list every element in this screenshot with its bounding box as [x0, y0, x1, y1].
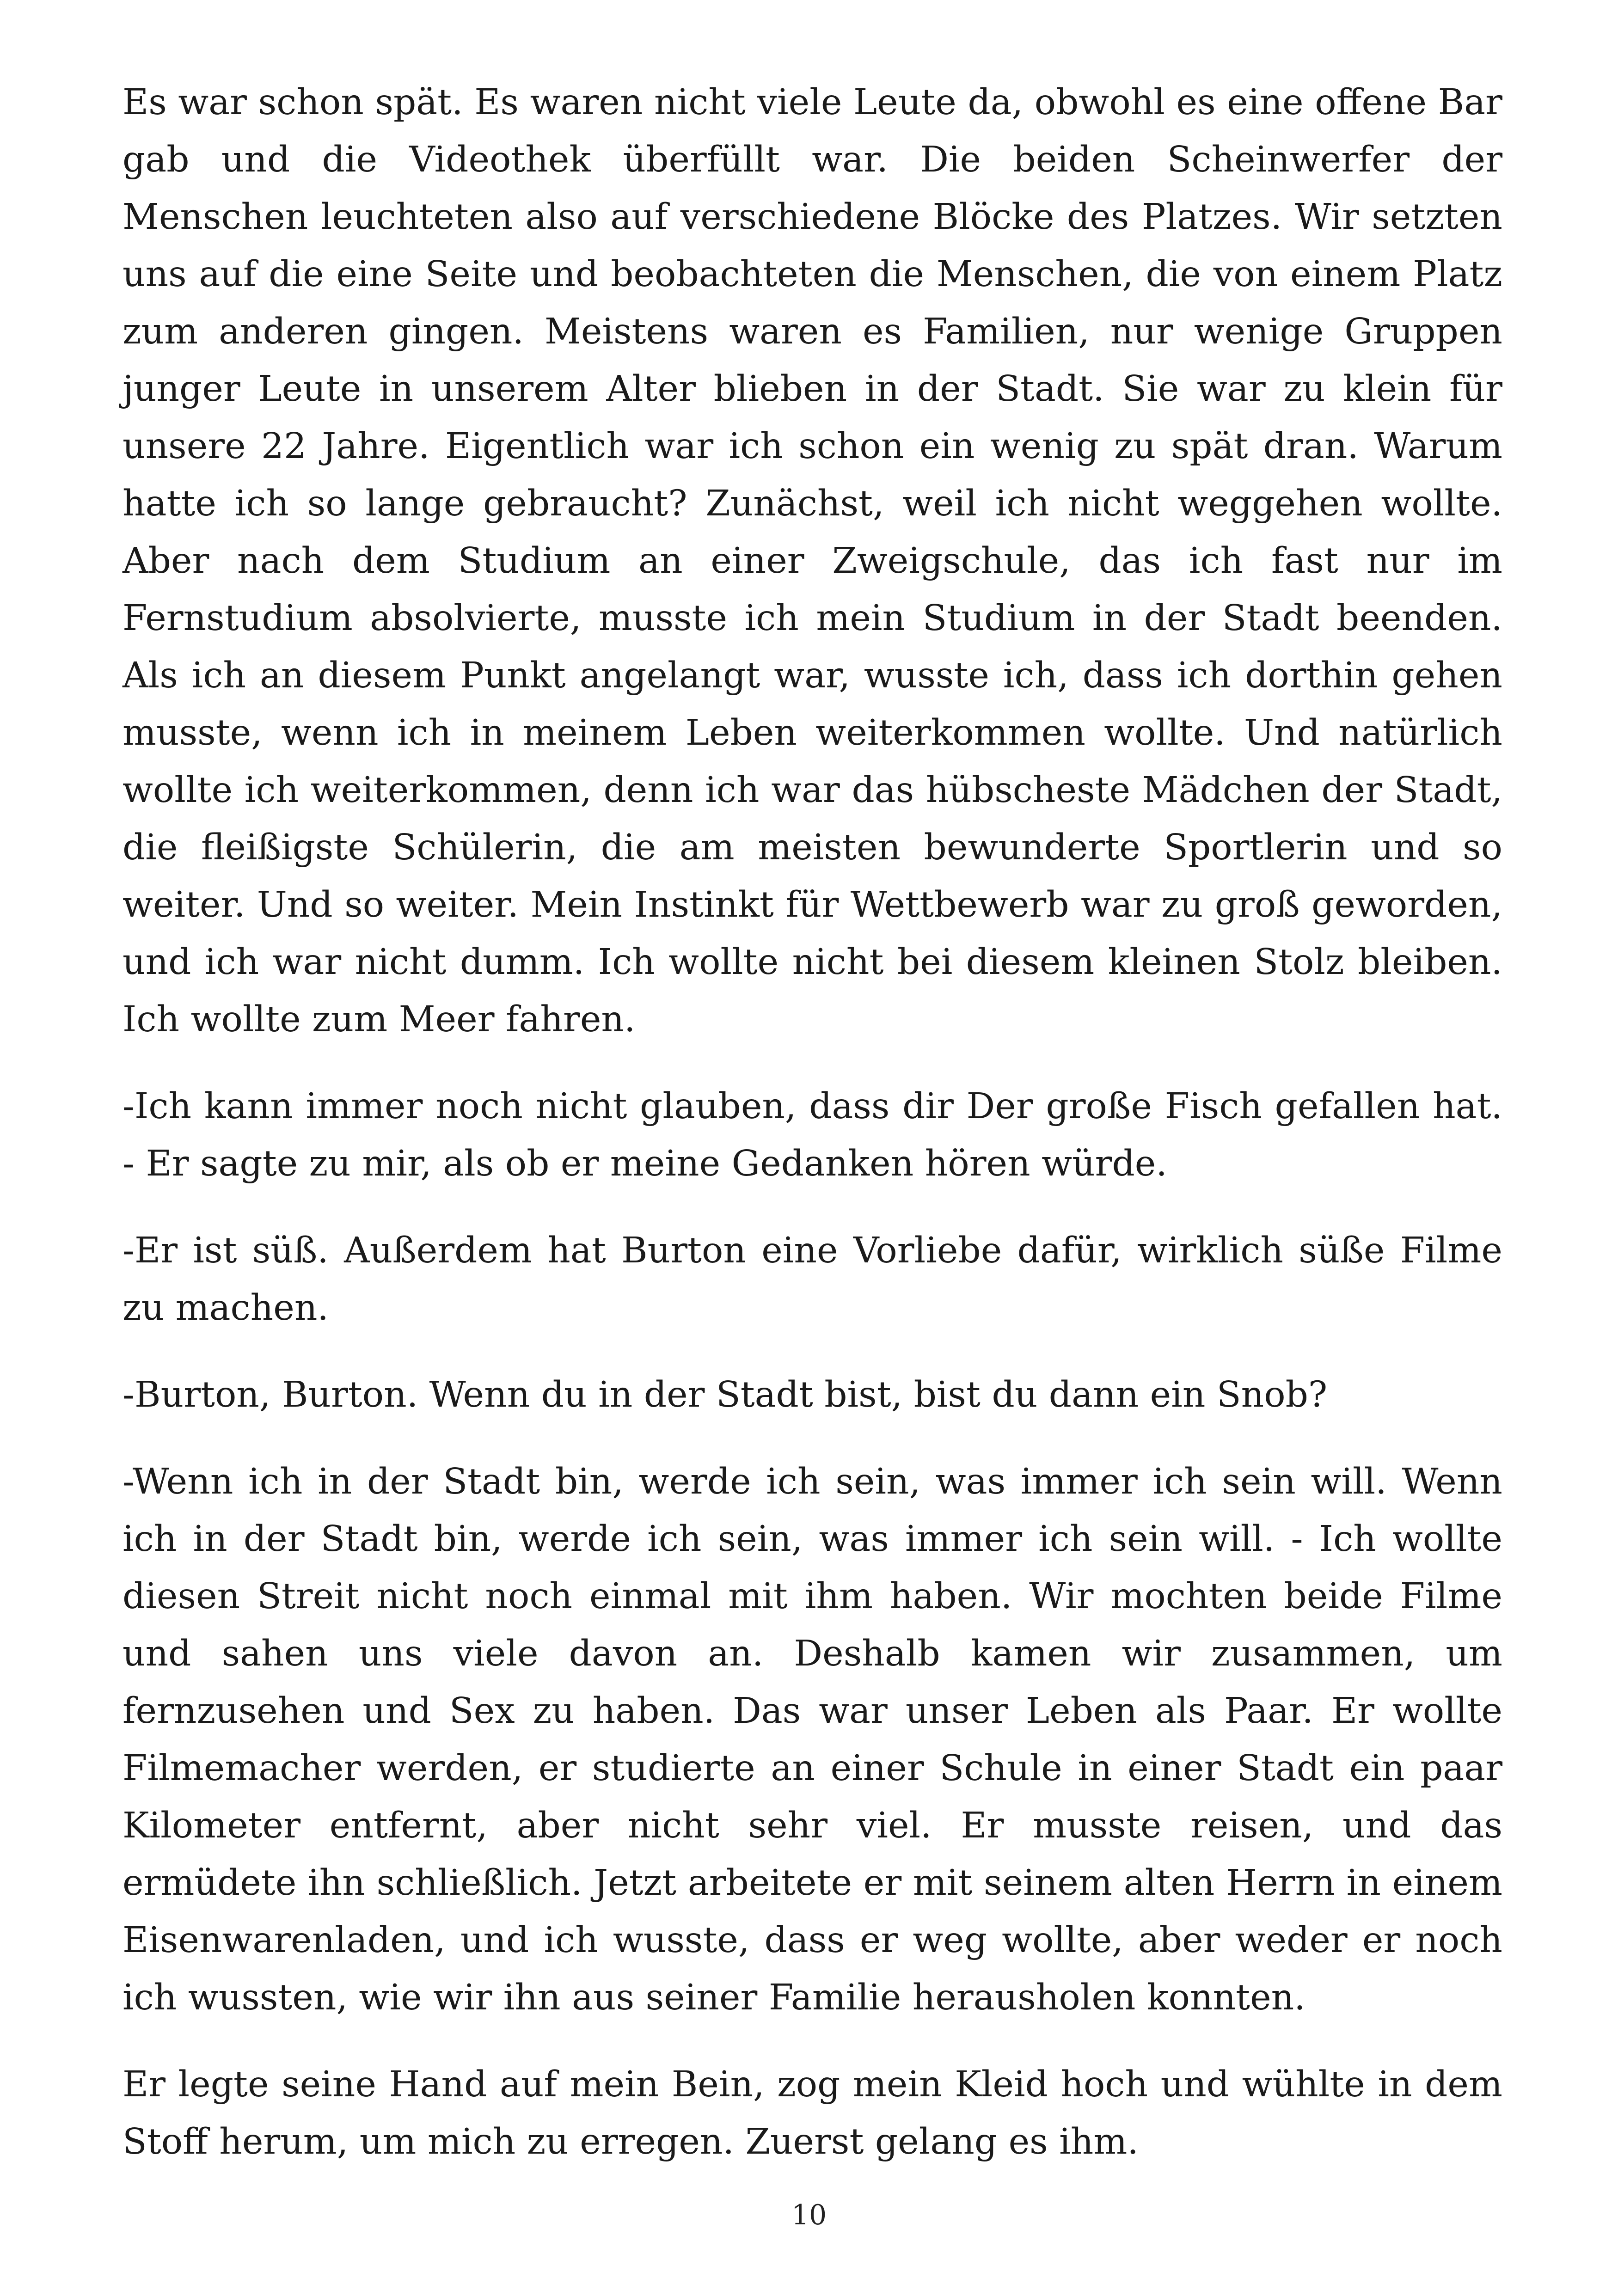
paragraph-6: Er legte seine Hand auf mein Bein, zog mein Kleid hoch und wühlte in dem Stoff herum, um mich zu erregen. Zuerst gelang es ihm. — [123, 2064, 1502, 2162]
page-body — [123, 74, 1502, 2200]
page-number: 10 — [791, 2199, 827, 2231]
paragraph-5: -Wenn ich in der Stadt bin, werde ich sein, was immer ich sein will. Wenn ich in der Stadt bin, werde ich sein, was immer ich sein will. - Ich wollte diesen Streit nicht noch einmal mit ihm haben. Wir mochten beide Filme und sahen uns viele davon an. Deshalb kamen wir zusammen, um fernzusehen und Sex zu haben. Das war unser Leben als Paar. Er wollte Filmemacher werden, er studierte an einer Schule in einer Stadt ein paar Kilometer entfernt, aber nicht sehr viel. Er musste reisen, und das ermüdete ihn schließlich. Jetzt arbeitete er mit seinem alten Herrn in einem Eisenwarenladen, und ich wusste, dass er weg wollte, aber weder er noch ich wussten, wie wir ihn aus seiner Familie herausholen konnten. — [123, 1461, 1502, 2018]
paragraph-3: -Er ist süß. Außerdem hat Burton eine Vorliebe dafür, wirklich süße Filme zu machen. — [123, 1230, 1502, 1329]
paragraph-2: -Ich kann immer noch nicht glauben, dass dir Der große Fisch gefallen hat. - Er sagte zu mir, als ob er meine Gedanken hören würde. — [123, 1086, 1502, 1184]
paragraph-4: -Burton, Burton. Wenn du in der Stadt bist, bist du dann ein Snob? — [123, 1374, 1328, 1415]
paragraph-1: Es war schon spät. Es waren nicht viele Leute da, obwohl es eine offene Bar gab und die Videothek überfüllt war. Die beiden Scheinwerfer der Menschen leuchteten also auf verschiedene Blöcke des Platzes. Wir setzten uns auf die eine Seite und beobachteten die Menschen, die von einem Platz zum anderen gingen. Meistens waren es Familien, nur wenige Gruppen junger Leute in unserem Alter blieben in der Stadt. Sie war zu klein für unsere 22 Jahre. Eigentlich war ich schon ein wenig zu spät dran. Warum hatte ich so lange gebraucht? Zunächst, weil ich nicht weggehen wollte. Aber nach dem Studium an einer Zweigschule, das ich fast nur im Fernstudium absolvierte, musste ich mein Studium in der Stadt beenden. Als ich an diesem Punkt angelangt war, wusste ich, dass ich dorthin gehen musste, wenn ich in meinem Leben weiterkommen wollte. Und natürlich wollte ich weiterkommen, denn ich war das hübscheste Mädchen der Stadt, die fleißigste Schülerin, die am meisten bewunderte Sportlerin und so weiter. Und so weiter. Mein Instinkt für Wettbewerb war zu groß geworden, und ich war nicht dumm. Ich wollte nicht bei diesem kleinen Stolz bleiben. Ich wollte zum Meer fahren. — [123, 82, 1502, 1040]
